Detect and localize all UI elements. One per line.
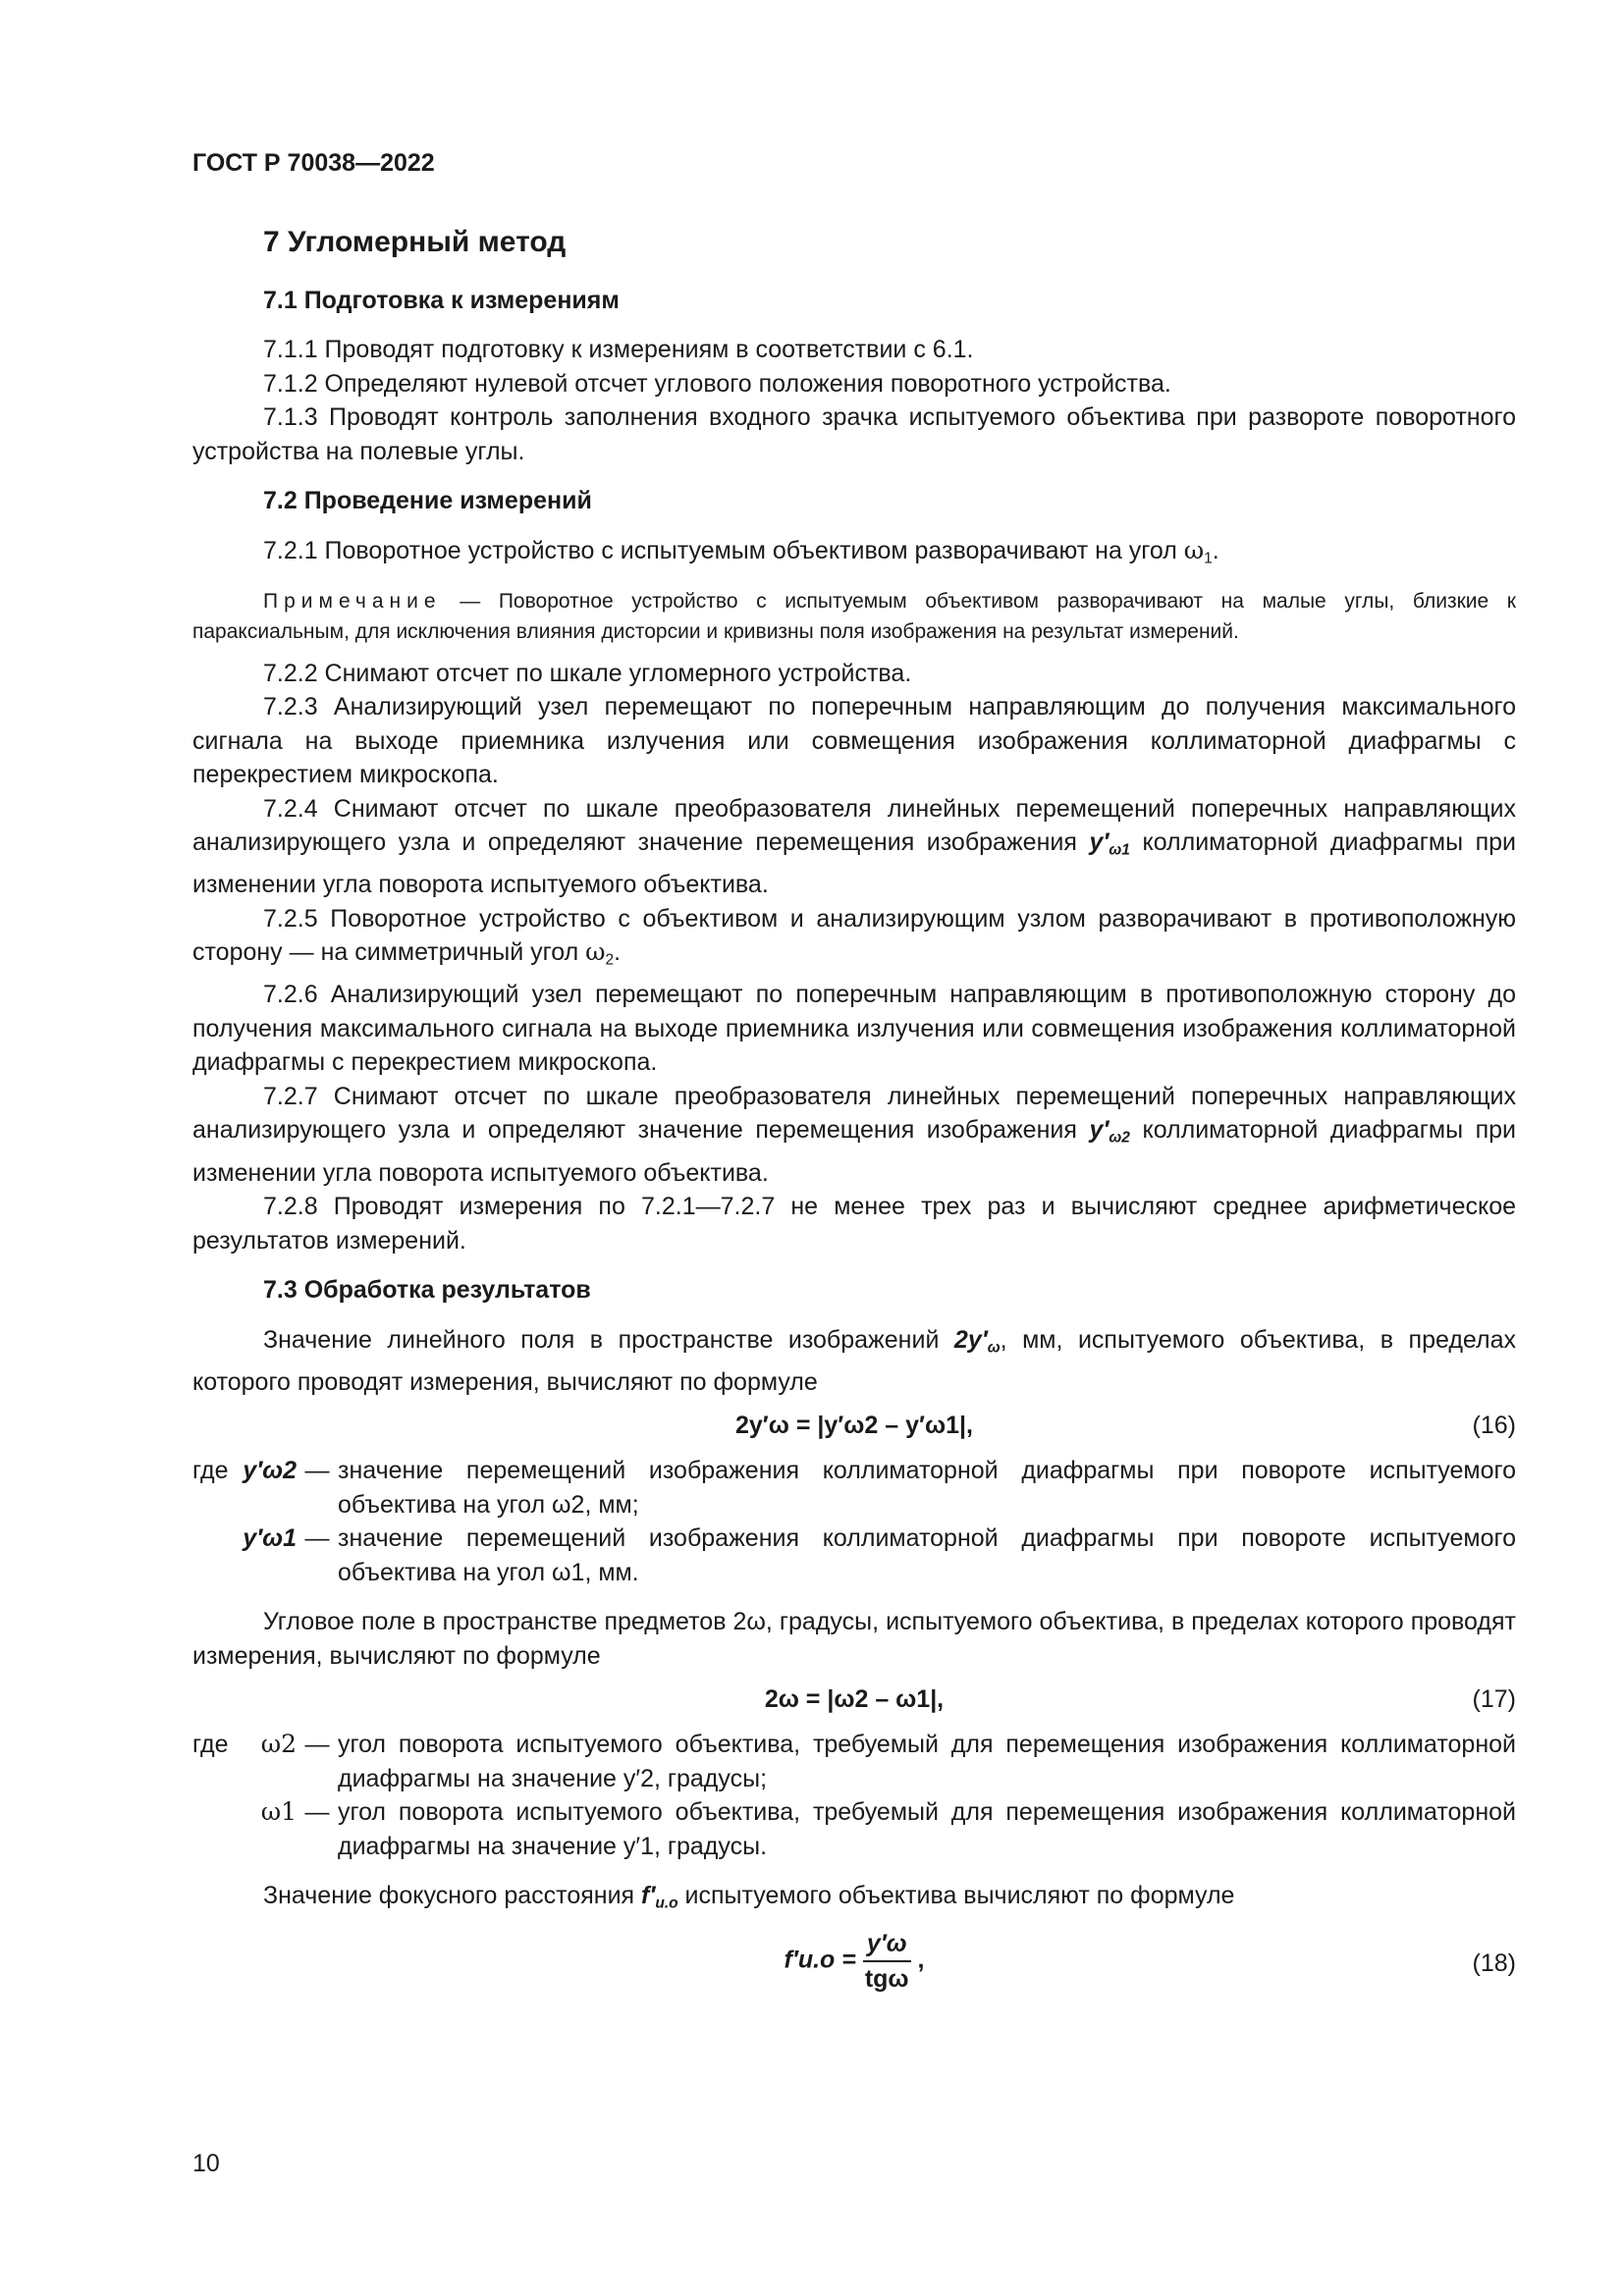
page-number: 10 (192, 2150, 220, 2177)
formula-18-number: (18) (1472, 1949, 1516, 1978)
paragraph-7-2-1: 7.2.1 Поворотное устройство с испытуемым объективом разворачивают на угол $\omega_1$. (263, 535, 1219, 567)
note-text: — Поворотное устройство с испытуемым объективом разворачивают на малые углы, близкие к параксиальным, для исключения влияния дисторсии и кривизны поля изображения на результат измерений. (192, 589, 1516, 643)
formula-18 (192, 1921, 1516, 2011)
paragraph-7-1-2: 7.1.2 Определяют нулевой отсчет углового положения поворотного устройства. (263, 369, 1171, 398)
paragraph-7-2-2: 7.2.2 Снимают отсчет по шкале угломерного устройства. (263, 659, 912, 687)
paragraph-7-1-3: 7.1.3 Проводят контроль заполнения входного зрачка испытуемого объектива при развороте поворотного устройства на полевые углы. (192, 403, 1516, 465)
fraction-denominator: tgω (864, 1965, 909, 1994)
note-label: Примечание (263, 589, 442, 613)
definition-item: где ω2 — угол поворота испытуемого объектива, требуемый для перемещения изображения коллиматорной диафрагмы на значение y′2, градусы; (192, 1730, 1516, 1792)
standard-header: ГОСТ Р 70038—2022 (192, 149, 435, 177)
formula-16-number: (16) (1472, 1412, 1516, 1440)
paragraph-7-2-3: 7.2.3 Анализирующий узел перемещают по поперечным направляющим до получения максимального сигнала на выходе приемника излучения или совмещения изображения коллиматорной диафрагмы с перекрестием микроскопа. (192, 693, 1516, 789)
definitions-17 (192, 1728, 1516, 1863)
formula-17-expression: 2ω = |ω2 – ω1|, (764, 1685, 945, 1714)
paragraph-7-2-5: 7.2.5 Поворотное устройство с объективом и анализирующим узлом разворачивают в противоположную сторону — на симметричный угол $\omega_2$. (192, 904, 1516, 969)
fraction-numerator: y′ω (863, 1927, 911, 1962)
symbol-y-omega2: $y'_{\omega 2}$ (1089, 1116, 1130, 1148)
formula-18-fraction (863, 1927, 911, 1996)
paragraph-7-2-8: 7.2.8 Проводят измерения по 7.2.1—7.2.7 не менее трех раз и вычисляют среднее арифметическое результатов измерений. (192, 1193, 1516, 1255)
paragraph-7-2-6: 7.2.6 Анализирующий узел перемещают по поперечным направляющим в противоположную сторону до получения максимального сигнала на выходе приемника излучения или совмещения изображения коллиматорной диафрагмы с перекрестием микроскопа. (192, 981, 1516, 1077)
subsection-heading-7-1: 7.1 Подготовка к измерениям (263, 286, 620, 314)
paragraph-7-2-4: 7.2.4 Снимают отсчет по шкале преобразователя линейных перемещений поперечных направляющих анализирующего узла и определяют значение перемещения изображения $y'_{\omega 1}$ коллиматорной диафрагмы при изменении угла поворота испытуемого объектива. (192, 794, 1516, 899)
definition-item: где y′ω2 — значение перемещений изображения коллиматорной диафрагмы при повороте испытуемого объектива на угол ω2, мм; (192, 1457, 1516, 1519)
paragraph-intro-16: Значение линейного поля в пространстве изображений $2y'_\omega$, мм, испытуемого объектива, в пределах которого проводят измерения, вычисляют по формуле (192, 1325, 1516, 1396)
definitions-16 (192, 1454, 1516, 1589)
symbol-f-io: $f'_{и.о}$ (641, 1882, 678, 1912)
formula-18-expression: f′и.о = $\frac{y'\omega}{\text{tgω}}$ , (192, 1927, 1516, 1996)
subsection-heading-7-3: 7.3 Обработка результатов (263, 1276, 591, 1305)
formula-16 (192, 1399, 1516, 1454)
formula-16-expression: 2y′ω = |y′ω2 – y′ω1|, (735, 1412, 973, 1440)
paragraph-intro-18: Значение фокусного расстояния $f'_{и.о}$ испытуемого объектива вычисляют по формуле (263, 1882, 1235, 1912)
formula-17-number: (17) (1472, 1685, 1516, 1714)
section-title: 7 Угломерный метод (263, 226, 567, 258)
symbol-2y-omega: $2y'_\omega$ (953, 1325, 1001, 1357)
definition-item: y′ω1 — значение перемещений изображения коллиматорной диафрагмы при повороте испытуемого объектива на угол ω1, мм. (243, 1524, 1516, 1586)
subsection-heading-7-2: 7.2 Проведение измерений (263, 487, 592, 514)
paragraph-7-1-1: 7.1.1 Проводят подготовку к измерениям в соответствии с 6.1. (263, 336, 974, 363)
formula-17 (192, 1673, 1516, 1728)
paragraph-intro-17: Угловое поле в пространстве предметов 2ω, градусы, испытуемого объектива, в пределах которого проводят измерения, вычисляют по формуле (192, 1608, 1516, 1670)
paragraph-7-2-7: 7.2.7 Снимают отсчет по шкале преобразователя линейных перемещений поперечных направляющих анализирующего узла и определяют значение перемещения изображения $y'_{\omega 2}$ коллиматорной диафрагмы при изменении угла поворота испытуемого объектива. (192, 1082, 1516, 1187)
note (192, 586, 1516, 647)
definition-item: ω1 — угол поворота испытуемого объектива, требуемый для перемещения изображения коллиматорной диафрагмы на значение y′1, градусы. (260, 1797, 1516, 1860)
page-content (192, 226, 1516, 2011)
symbol-y-omega1: $y'_{\omega 1}$ (1089, 828, 1130, 859)
